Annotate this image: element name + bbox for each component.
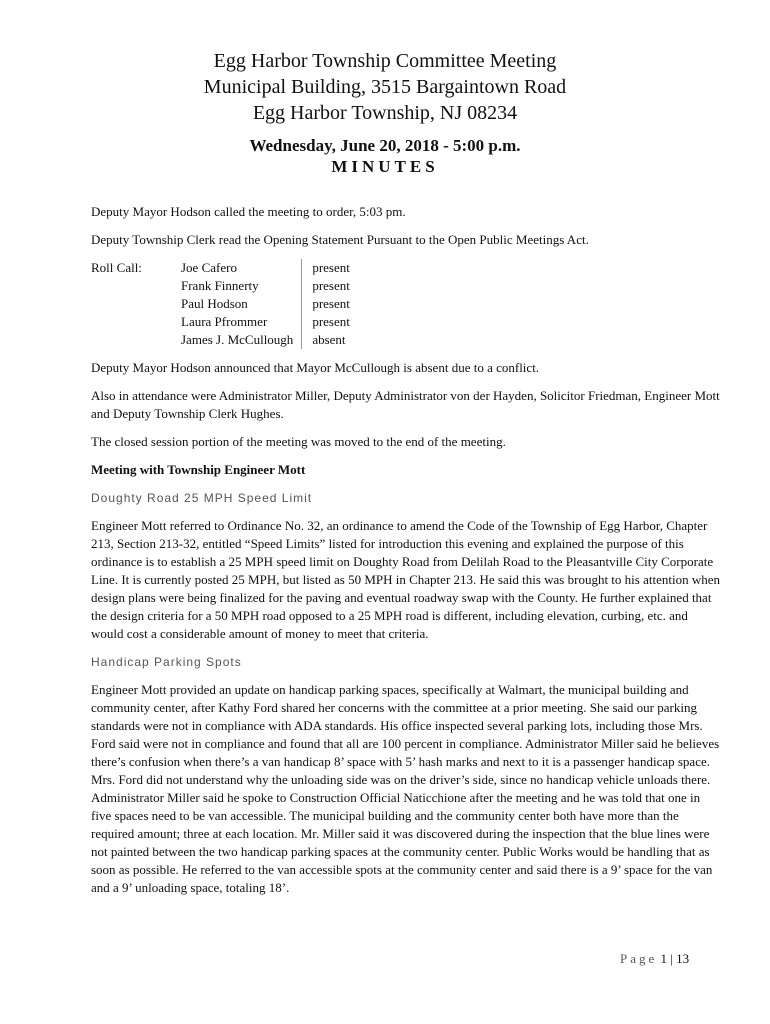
page-footer	[620, 951, 689, 967]
attendance-note: Also in attendance were Administrator Miller, Deputy Administrator von der Hayden, Solicitor Friedman, Engineer Mott and Deputy Township Clerk Hughes.	[91, 388, 720, 421]
roll-call-name: Frank Finnerty	[181, 278, 259, 293]
roll-call-name: Paul Hodson	[181, 296, 248, 311]
roll-call-name: Laura Pfrommer	[181, 314, 268, 329]
roll-call-name: Joe Cafero	[181, 260, 237, 275]
roll-call-status: present	[312, 260, 350, 275]
roll-call-name: James J. McCullough	[181, 332, 294, 347]
roll-call-status: absent	[312, 332, 346, 347]
roll-call-label: Roll Call:	[91, 260, 142, 275]
meeting-subhead	[0, 135, 770, 177]
handicap-parking-paragraph: Engineer Mott provided an update on handicap parking spaces, specifically at Walmart, the municipal building and community center, after Kathy Ford shared her concerns with the committee at a prior meeting. She said our parking standards were not in compliance with ADA standards. His office inspected several parking lots, including those Mrs. Ford said were not in compliance and found that all are 100 percent in compliance. Administrator Miller said he believes there’s confusion when there’s a van handicap 8’ space with 5’ hash marks and next to it is a passenger handicap space. Mrs. Ford did not understand why the unloading side was on the driver’s side, since no handicap vehicle unloads there. Administrator Miller said he spoke to Construction Official Naticchione after the meeting and he was told that one in five spaces need to be van accessible. The municipal building and the community center both have more than the required amount; three at each location. Mr. Miller said it was discovered during the inspection that the blue lines were not painted between the two handicap parking spaces at the community center. Public Works would be handling that as soon as possible. He referred to the van accessible spots at the community center and said there is a 9’ space for the van and a 9’ unloading space, totaling 18’.	[91, 682, 720, 895]
roll-call-status: present	[312, 278, 350, 293]
opening-statement: Deputy Township Clerk read the Opening Statement Pursuant to the Open Public Meetings Act.	[91, 232, 589, 247]
header-title: Egg Harbor Township Committee Meeting	[213, 50, 557, 72]
roll-call-status: present	[312, 296, 350, 311]
header-address: Municipal Building, 3515 Bargaintown Road	[203, 76, 567, 98]
subsection-title-speed-limit: Doughty Road 25 MPH Speed Limit	[91, 491, 313, 505]
page-number: 1	[660, 951, 668, 966]
call-to-order: Deputy Mayor Hodson called the meeting to order, 5:03 pm.	[91, 204, 406, 219]
subsection-title-handicap-parking: Handicap Parking Spots	[91, 655, 242, 669]
closed-session-note: The closed session portion of the meeting was moved to the end of the meeting.	[91, 434, 506, 449]
speed-limit-paragraph: Engineer Mott referred to Ordinance No. 32, an ordinance to amend the Code of the Township of Egg Harbor, Chapter 213, Section 213-32, entitled “Speed Limits” listed for introduction this evening and explained the purpose of this ordinance is to establish a 25 MPH speed limit on Doughty Road from Delilah Road to the Pleasantville City Corporate Line. It is currently posted 25 MPH, but listed as 50 MPH in Chapter 213. He said this was brought to his attention when design plans were being finalized for the paving and eventual roadway swap with the County. He further explained that the design criteria for a 50 MPH road opposed to a 25 MPH road is different, including elevation, curbing, etc. and would cost a considerable amount of money to meet that criteria.	[91, 518, 720, 641]
section-title: Meeting with Township Engineer Mott	[91, 462, 306, 477]
document-body	[91, 203, 721, 907]
meeting-date: Wednesday, June 20, 2018 - 5:00 p.m.	[249, 136, 521, 155]
page-word: Page	[620, 951, 658, 966]
roll-call-status: present	[312, 314, 350, 329]
document-header	[0, 48, 770, 126]
header-city: Egg Harbor Township, NJ 08234	[252, 102, 518, 124]
page-total: 13	[676, 951, 690, 966]
roll-call-statuses	[302, 259, 350, 349]
page-separator: |	[670, 951, 673, 966]
roll-call-names	[181, 259, 302, 349]
roll-call	[91, 259, 721, 349]
minutes-heading: MINUTES	[331, 157, 439, 176]
absence-note: Deputy Mayor Hodson announced that Mayor McCullough is absent due to a conflict.	[91, 360, 540, 375]
